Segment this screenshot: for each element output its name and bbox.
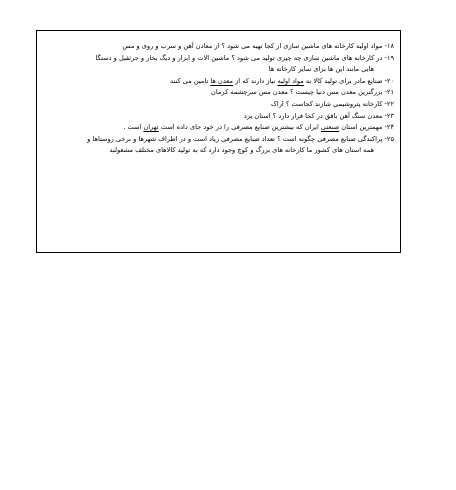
text-segment: است . bbox=[123, 123, 144, 132]
text-segment: ۲۰- صنایع مادر برای تولید کالا به bbox=[303, 76, 394, 85]
underlined-term: صنعتی bbox=[320, 123, 340, 132]
text-segment: تامین می کنند bbox=[170, 76, 211, 85]
text-line bbox=[43, 122, 394, 134]
underlined-term: معدن ها bbox=[210, 76, 233, 85]
text-line bbox=[43, 76, 394, 88]
text-line: همه استان های کشور ما کارخانه های بزرگ و کوچ وجود دارد که به تولید کالاهای مختلف مشغولند bbox=[109, 146, 374, 155]
text-segment: ایران که بیشترین صنایع مصرفی را در خود جای داده است bbox=[158, 123, 321, 132]
text-line: ۱۸- مواد اولیه کارخانه های ماشین سازی از کجا تهیه می شود ؟ از معادن آهن و سرب و روی و مس bbox=[122, 42, 394, 50]
text-segment: نیاز دارند که از bbox=[233, 76, 278, 85]
text-line: ۲۲- کارخانه پتروشیمی شازند کجاست ؟ اراک bbox=[271, 99, 394, 108]
text-line: ۲۱- بزرگترین معدن مس دنیا چیست ؟ معدن مس سرچشمه کرمان bbox=[211, 88, 394, 97]
text-line: ۲۳- معدن سنگ آهن بافق در کجا قرار دارد ؟ استان یزد bbox=[243, 111, 394, 120]
underlined-term: مواد اولیه bbox=[277, 76, 304, 85]
answer-lines bbox=[43, 41, 394, 157]
text-segment: ۲۴- مهمترین استان bbox=[339, 123, 394, 132]
text-line: ۲۵- پراکندگی صنایع مصرفی چگونه است ؟ تعداد صنایع مصرفی زیاد است و در اطراف شهرها و برخی روستاها و bbox=[87, 134, 394, 143]
text-line: هایی مانند این ها برای سایر کارخانه ها bbox=[268, 65, 374, 74]
text-line: ۱۹- در کارخانه های ماشین سازی چه چیزی تولید می شود ؟ ماشین الات و ابزار و دیگ بخار و جرثقیل و دستگا bbox=[95, 53, 394, 62]
answer-box bbox=[36, 30, 401, 253]
underlined-term: تهران bbox=[143, 123, 159, 132]
